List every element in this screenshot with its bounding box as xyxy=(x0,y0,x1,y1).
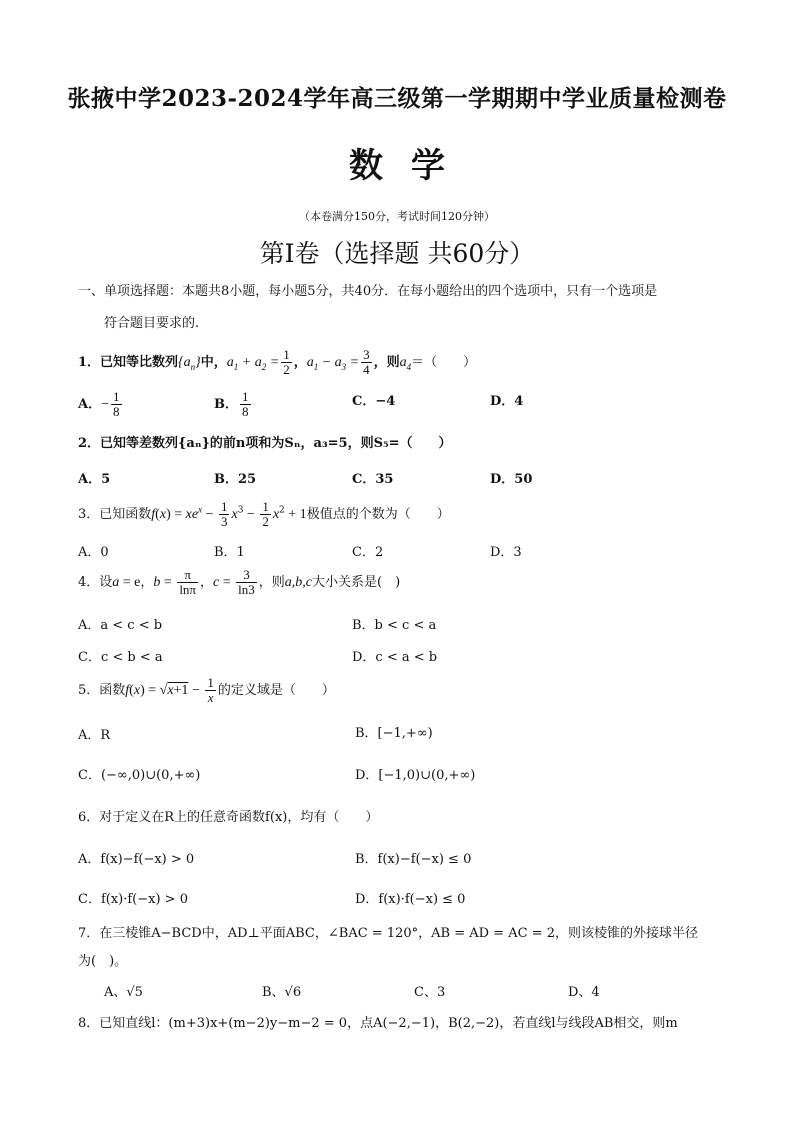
q4-option-d: D．c < a < b xyxy=(352,650,438,665)
q4-option-c: C．c < b < a xyxy=(78,650,163,665)
q1-stem-c: ，则 xyxy=(373,355,400,370)
question-7-line1: 7．在三棱锥A−BCD中，AD⊥平面ABC，∠BAC = 120°，AB = AD = AC = 2，则该棱锥的外接球半径 xyxy=(78,926,698,941)
q3-option-a: A．0 xyxy=(78,545,109,560)
q5-option-d: D．[−1,0)∪(0,+∞) xyxy=(355,768,476,783)
q6-option-a: A．f(x)−f(−x) > 0 xyxy=(78,852,195,867)
subject-title: 数学 xyxy=(349,146,473,186)
part-title: 第Ⅰ卷（选择题 共60分） xyxy=(259,239,535,268)
q1-option-d: D．4 xyxy=(490,394,524,409)
question-7-line2: 为( )。 xyxy=(78,954,128,969)
q4-option-b: B．b < c < a xyxy=(352,618,437,633)
section-instruction-line2: 符合题目要求的. xyxy=(104,316,200,331)
question-2: 2．已知等差数列{aₙ}的前n项和为Sₙ，a₃=5，则S₅=（ ） xyxy=(78,436,452,451)
q7-option-d: D、4 xyxy=(568,985,600,1000)
q3-option-c: C．2 xyxy=(352,545,384,560)
q2-option-c: C．35 xyxy=(352,472,394,487)
q1-stem-d: ＝（ ） xyxy=(411,355,477,370)
q3-option-d: D．3 xyxy=(490,545,522,560)
q4-option-a: A．a < c < b xyxy=(78,618,163,633)
section-instruction-line1: 一、单项选择题：本题共8小题，每小题5分，共40分．在每小题给出的四个选项中，只有一个选项是 xyxy=(78,284,658,299)
q5-option-c: C．(−∞,0)∪(0,+∞) xyxy=(78,768,201,783)
q1-stem-b: 中， xyxy=(200,355,227,370)
question-8: 8．已知直线l：(m+3)x+(m−2)y−m−2 = 0，点A(−2,−1)，B(2,−2)，若直线l与线段AB相交，则m xyxy=(78,1016,678,1031)
q6-option-d: D．f(x)·f(−x) ≤ 0 xyxy=(355,892,466,907)
q2-option-a: A．5 xyxy=(78,472,111,487)
exam-note: （本卷满分150分，考试时间120分钟） xyxy=(299,210,495,223)
q5-option-a: A．R xyxy=(78,728,111,743)
question-1: 1．已知等比数列$\{a_n\}$中，$a_1 + a_2$ = $\frac{1}{2}$ ，$a_1 - a_3$ = $\frac{3}{4}$ ，则$a_4=$（ ） xyxy=(78,347,477,377)
q7-option-b: B、√6 xyxy=(262,985,302,1000)
exam-title: 张掖中学2023-2024学年高三级第一学期期中学业质量检测卷 xyxy=(67,85,727,112)
q2-option-d: D．50 xyxy=(490,472,533,487)
q7-option-a: A、√5 xyxy=(104,985,143,1000)
q2-option-b: B．25 xyxy=(214,472,257,487)
q6-option-c: C．f(x)·f(−x) > 0 xyxy=(78,892,188,907)
q5-option-b: B．[−1,+∞) xyxy=(355,726,433,741)
question-4: 4．设a = e，b = $\frac{\pi}{\ln\pi}$ ，c = $\frac{3}{\ln 3}$ ，则a,b,c大小关系是( ) xyxy=(78,567,401,597)
question-3: 3．已知函数$f(x) = xe^x$ − $\frac{1}{3}$ $x^3$ − $\frac{1}{2}$ $x^2 + 1$极值点的个数为（ ） xyxy=(78,499,450,529)
q1-stem-a: 1．已知等比数列 xyxy=(78,355,179,370)
q7-option-c: C、3 xyxy=(414,985,446,1000)
q1-option-a: A．− $\frac{1}{8}$ xyxy=(78,389,120,419)
q1-option-c: C．−4 xyxy=(352,394,396,409)
question-5: 5．函数f(x) = √x+1 − $\frac{1}{x}$ 的定义域是（ ） xyxy=(78,675,335,705)
q6-option-b: B．f(x)−f(−x) ≤ 0 xyxy=(355,852,472,867)
q3-option-b: B．1 xyxy=(214,545,245,560)
q1-option-b: B． $\frac{1}{8}$ xyxy=(214,389,249,419)
question-6: 6．对于定义在R上的任意奇函数f(x)，均有（ ） xyxy=(78,810,379,825)
